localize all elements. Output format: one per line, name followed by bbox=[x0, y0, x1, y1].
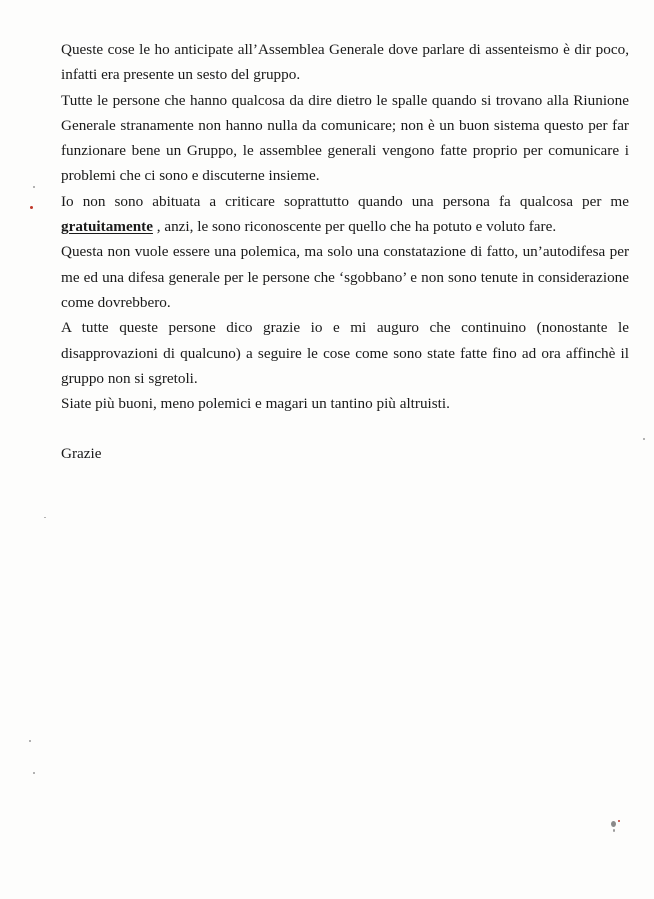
scan-speck bbox=[29, 740, 31, 742]
scan-speck bbox=[611, 821, 616, 827]
text-line: come dovrebbero. bbox=[61, 293, 171, 311]
scan-speck bbox=[613, 829, 615, 832]
text-line: Queste cose le ho anticipate all’Assemblea Generale dove parlare di assenteismo è dir poco, bbox=[61, 41, 629, 58]
scan-speck bbox=[618, 820, 620, 822]
emphasized-word: gratuitamente bbox=[61, 218, 153, 236]
closing-signoff: Grazie bbox=[61, 445, 102, 462]
paragraph-5 bbox=[61, 315, 629, 391]
letter-body bbox=[61, 37, 629, 416]
text-line: A tutte queste persone dico grazie io e mi auguro che continuino (nonostante le bbox=[61, 319, 629, 337]
paragraph-6 bbox=[61, 391, 629, 416]
scan-speck bbox=[30, 206, 33, 209]
text-line-rest: , anzi, le sono riconoscente per quello che ha potuto e voluto fare. bbox=[152, 218, 557, 236]
scan-speck bbox=[33, 186, 35, 188]
paragraph-2 bbox=[61, 88, 629, 189]
text-line: me ed una difesa generale per le persone che ‘sgobbano’ e non sono tenute in considerazione bbox=[61, 268, 629, 286]
text-line: Tutte le persone che hanno qualcosa da dire dietro le spalle quando si trovano alla Riunione bbox=[61, 91, 629, 109]
paragraph-1 bbox=[61, 37, 629, 88]
text-line: funzionare bene un Gruppo, le assemblee generali vengono fatte proprio per comunicare i bbox=[61, 142, 629, 160]
scan-speck bbox=[44, 517, 46, 518]
text-line: Io non sono abituata a criticare soprattutto quando una persona fa qualcosa per me bbox=[61, 192, 629, 210]
text-line: disapprovazioni di qualcuno) a seguire le cose come sono state fatte fino ad ora affinchè il bbox=[61, 344, 629, 362]
text-line: Siate più buoni, meno polemici e magari un tantino più altruisti. bbox=[61, 395, 450, 413]
scan-speck bbox=[33, 772, 35, 774]
text-line bbox=[61, 214, 629, 239]
text-line: Questa non vuole essere una polemica, ma solo una constatazione di fatto, un’autodifesa per bbox=[61, 243, 629, 261]
text-line: problemi che ci sono e discuterne insieme. bbox=[61, 167, 320, 185]
paragraph-4 bbox=[61, 239, 629, 315]
paragraph-3 bbox=[61, 189, 629, 240]
text-line: infatti era presente un sesto del gruppo. bbox=[61, 66, 301, 84]
text-line: Generale stranamente non hanno nulla da comunicare; non è un buon sistema questo per far bbox=[61, 116, 629, 134]
scan-speck bbox=[643, 438, 645, 440]
text-line: gruppo non si sgretoli. bbox=[61, 369, 198, 387]
